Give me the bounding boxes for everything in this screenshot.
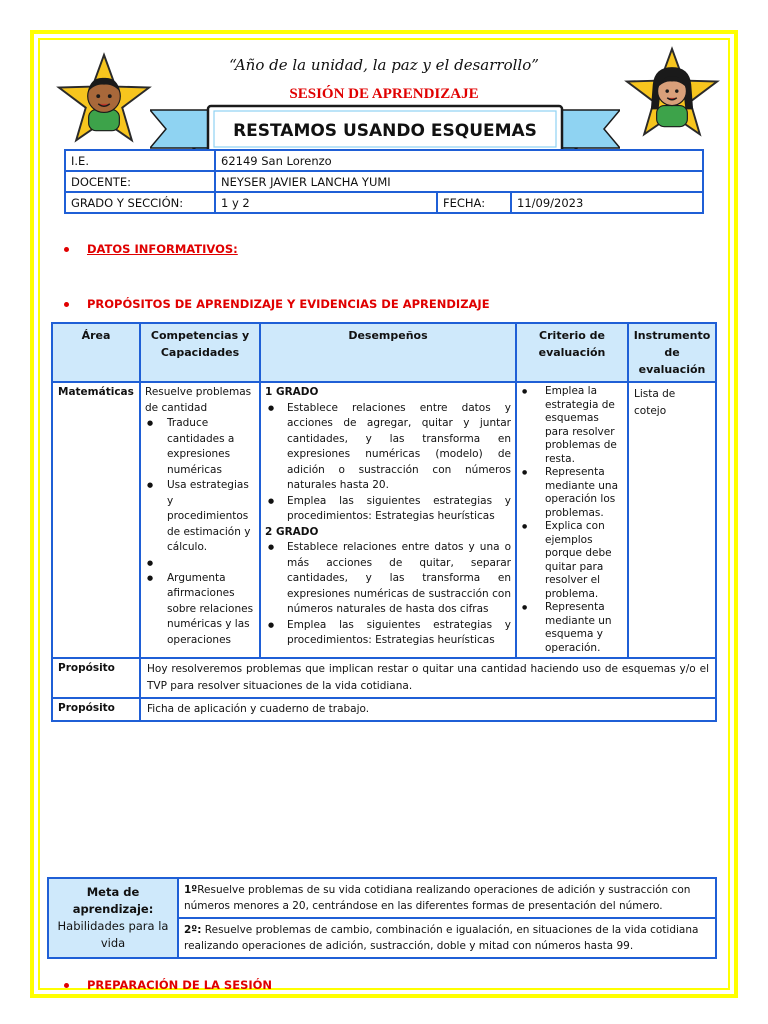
proposito-label: Propósito — [53, 659, 139, 697]
list-item: ● Usa estrategias y procedimientos de estimación y cálculo. — [145, 478, 255, 556]
list-item: ● Traduce cantidades a expresiones numéricas — [145, 416, 255, 478]
meta-row-1 — [49, 879, 715, 917]
meta-item-1-prefix: 1º — [184, 884, 198, 896]
list-item: ● Emplea las siguientes estrategias y procedimientos: Estrategias heurísticas — [265, 618, 511, 649]
capacidades-list — [145, 416, 255, 648]
meta-table — [47, 877, 717, 959]
section-propositos-label: PROPÓSITOS DE APRENDIZAJE Y EVIDENCIAS DE APRENDIZAJE — [87, 297, 490, 311]
table-row-proposito — [53, 659, 715, 697]
criterio-cell — [517, 383, 627, 657]
proposito-text: Hoy resolveremos problemas que implican restar o quitar una cantidad haciendo uso de esquemas y/o el TVP para resolver situaciones de la vida cotidiana. — [141, 659, 715, 697]
meta-label-rest: Habilidades para la vida — [57, 919, 169, 950]
header-desempenos: Desempeños — [261, 324, 515, 381]
criterio-list — [521, 385, 623, 655]
info-table — [64, 149, 704, 214]
banner-title: RESTAMOS USANDO ESQUEMAS — [233, 121, 537, 141]
grado1-title: 1 GRADO — [265, 386, 319, 398]
ie-value: 62149 San Lorenzo — [216, 151, 702, 170]
header-area: Área — [53, 324, 139, 381]
header-instrumento: Instrumento de evaluación — [629, 324, 715, 381]
meta-item-2 — [179, 919, 715, 957]
list-item: ● Establece relaciones entre datos y acciones de agregar, quitar y juntar cantidades, y las transforma en expresiones numéricas (modelo) de adición o sustracción con números naturales hasta 20. — [265, 401, 511, 494]
bullet-dot — [64, 247, 69, 252]
docente-label: DOCENTE: — [66, 172, 214, 191]
grado2-list — [265, 540, 511, 649]
section-propositos — [64, 297, 490, 311]
list-item: ● Explica con ejemplos porque debe quitar para resolver el problema. — [521, 520, 623, 601]
meta-item-1-text: Resuelve problemas de su vida cotidiana realizando operaciones de adición y sustracción con números menores a 20, centrándose en las diferentes formas de presentación del número. — [184, 884, 691, 912]
fecha-value: 11/09/2023 — [512, 193, 702, 212]
info-row-grado — [66, 193, 702, 212]
meta-label-bold: Meta de aprendizaje: — [72, 885, 154, 916]
area-cell: Matemáticas — [53, 383, 139, 657]
star-girl-icon — [624, 46, 720, 142]
list-item: ● Emplea las siguientes estrategias y procedimientos: Estrategias heurísticas — [265, 494, 511, 525]
section-datos-label: DATOS INFORMATIVOS: — [87, 242, 238, 256]
bullet-dot — [64, 983, 69, 988]
section-datos — [64, 242, 238, 256]
meta-item-2-prefix: 2º: — [184, 924, 202, 936]
section-preparacion — [64, 978, 272, 992]
table-row-evidencia — [53, 699, 715, 720]
session-label: SESIÓN DE APRENDIZAJE — [289, 86, 479, 102]
table-row-matematicas — [53, 383, 715, 657]
list-item: ● Emplea la estrategia de esquemas para resolver problemas de resta. — [521, 385, 623, 466]
evidencia-label: Propósito — [53, 699, 139, 720]
competencia-intro: Resuelve problemas de cantidad — [145, 386, 252, 414]
meta-item-1 — [179, 879, 715, 917]
bullet-dot — [64, 302, 69, 307]
docente-value: NEYSER JAVIER LANCHA YUMI — [216, 172, 702, 191]
competencias-table — [51, 322, 717, 722]
competencias-cell — [141, 383, 259, 657]
grado2-title: 2 GRADO — [265, 525, 319, 538]
instrumento-cell: Lista de cotejo — [629, 383, 715, 657]
motto-text: “Año de la unidad, la paz y el desarrollo” — [229, 56, 539, 74]
meta-label-cell — [49, 879, 177, 957]
grado-label: GRADO Y SECCIÓN: — [66, 193, 214, 212]
table-header-row — [53, 324, 715, 381]
ie-label: I.E. — [66, 151, 214, 170]
list-item: ● Argumenta afirmaciones sobre relaciones numéricas y las operaciones — [145, 571, 255, 649]
list-spacer — [145, 556, 255, 571]
list-item: ● Establece relaciones entre datos y una o más acciones de quitar, separar cantidades, y las transforma en expresiones numéricas de sustracción con números naturales de hasta dos cifras — [265, 540, 511, 618]
list-item: ● Representa mediante una operación los problemas. — [521, 466, 623, 520]
header-competencias: Competencias y Capacidades — [141, 324, 259, 381]
grado-value: 1 y 2 — [216, 193, 436, 212]
star-boy-icon — [56, 52, 152, 148]
meta-item-2-text: Resuelve problemas de cambio, combinación e igualación, en situaciones de la vida cotidiana realizando operaciones de adición, sustracción, doble y mitad con números hasta 99. — [184, 924, 699, 952]
evidencia-text: Ficha de aplicación y cuaderno de trabajo. — [141, 699, 715, 720]
header-criterio: Criterio de evaluación — [517, 324, 627, 381]
section-preparacion-label: PREPARACIÓN DE LA SESIÓN — [87, 978, 273, 992]
grado1-list — [265, 401, 511, 525]
desempenos-cell — [261, 383, 515, 657]
info-row-docente — [66, 172, 702, 191]
info-row-ie — [66, 151, 702, 170]
list-item: ● Representa mediante un esquema y operación. — [521, 601, 623, 655]
fecha-label: FECHA: — [438, 193, 510, 212]
